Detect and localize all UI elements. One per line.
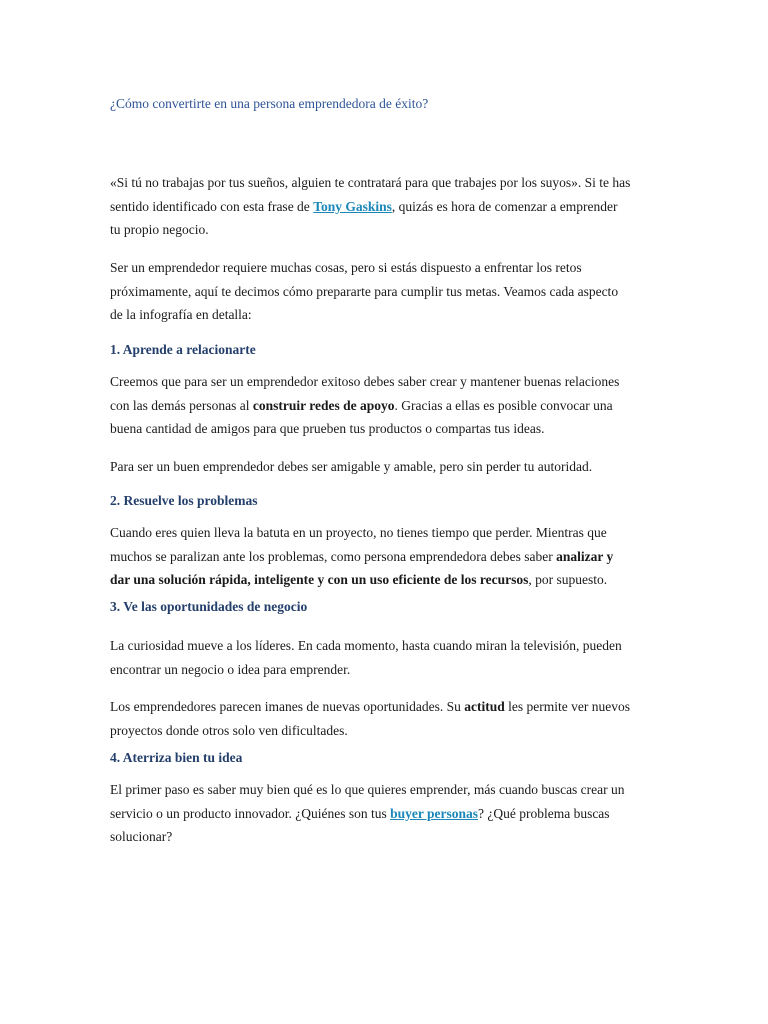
bold-text: construir redes de apoyo [252, 397, 395, 413]
paragraph-line [110, 802, 670, 826]
bold-text: dar una solución rápida, inteligente y con un uso eficiente de los recursos [110, 572, 529, 587]
section-heading-2: 2. Resuelve los problemas [110, 493, 258, 508]
paragraph-text: con las demás personas al [110, 397, 253, 413]
paragraph-line: de la infografía en detalla: [110, 307, 252, 322]
bold-text: actitud [464, 699, 505, 714]
paragraph-line: Para ser un buen emprendedor debes ser amigable y amable, pero sin perder tu autoridad. [110, 459, 593, 474]
paragraph-text: muchos se paralizan ante los problemas, como persona emprendedora debes saber [110, 548, 557, 564]
paragraph-line: encontrar un negocio o idea para emprender. [110, 661, 351, 677]
document-title: ¿Cómo convertirte en una persona emprendedora de éxito? [110, 96, 429, 111]
section-1-paragraph [110, 370, 670, 441]
paragraph-line: solucionar? [110, 829, 173, 844]
intro-text: sentido identificado con esta frase de [110, 198, 314, 214]
paragraph-line: proyectos donde otros solo ven dificultades. [110, 722, 348, 738]
paragraph-line: Cuando eres quien lleva la batuta en un proyecto, no tienes tiempo que perder. Mientras que [110, 525, 607, 540]
paragraph-text: ? ¿Qué problema buscas [477, 805, 610, 821]
intro-line-2 [110, 195, 670, 219]
paragraph-line [110, 545, 670, 569]
paragraph-text: Los emprendedores parecen imanes de nuevas oportunidades. Su [110, 699, 465, 714]
section-3-paragraph-2 [110, 695, 670, 742]
body-paragraph [110, 256, 670, 327]
paragraph-text: , por supuesto. [528, 572, 608, 587]
paragraph-line [110, 695, 670, 719]
section-3-paragraph [110, 634, 670, 681]
paragraph-text: les permite ver nuevos [504, 699, 630, 714]
section-4-paragraph [110, 778, 670, 849]
paragraph-line: Creemos que para ser un emprendedor exitoso debes saber crear y mantener buenas relaciones [110, 374, 620, 389]
intro-line-3: tu propio negocio. [110, 222, 209, 237]
section-1-paragraph-2 [110, 455, 670, 479]
intro-paragraph [110, 171, 670, 242]
bold-text: analizar y [556, 548, 614, 564]
intro-text: , quizás es hora de comenzar a emprender [391, 198, 618, 214]
section-2-paragraph [110, 521, 670, 592]
section-heading-1: 1. Aprende a relacionarte [110, 342, 256, 357]
section-heading-3: 3. Ve las oportunidades de negocio [110, 599, 308, 614]
intro-line-1: «Si tú no trabajas por tus sueños, alguien te contratará para que trabajes por los suyos». Si te has [110, 175, 631, 190]
paragraph-line: buena cantidad de amigos para que prueben tus productos o compartas tus ideas. [110, 421, 545, 436]
paragraph-text: servicio o un producto innovador. ¿Quiénes son tus [110, 805, 391, 821]
paragraph-line [110, 394, 670, 418]
section-heading-4: 4. Aterriza bien tu idea [110, 750, 243, 765]
paragraph-text: . Gracias a ellas es posible convocar una [394, 397, 613, 413]
paragraph-line [110, 568, 670, 592]
tony-gaskins-link[interactable]: Tony Gaskins [313, 198, 392, 214]
buyer-personas-link[interactable]: buyer personas [390, 805, 478, 821]
paragraph-line: próximamente, aquí te decimos cómo prepararte para cumplir tus metas. Veamos cada aspecto [110, 283, 619, 299]
paragraph-line: Ser un emprendedor requiere muchas cosas, pero si estás dispuesto a enfrentar los retos [110, 260, 582, 275]
paragraph-line: El primer paso es saber muy bien qué es lo que quieres emprender, más cuando buscas crear un [110, 782, 625, 797]
paragraph-line: La curiosidad mueve a los líderes. En cada momento, hasta cuando miran la televisión, pueden [110, 638, 622, 653]
